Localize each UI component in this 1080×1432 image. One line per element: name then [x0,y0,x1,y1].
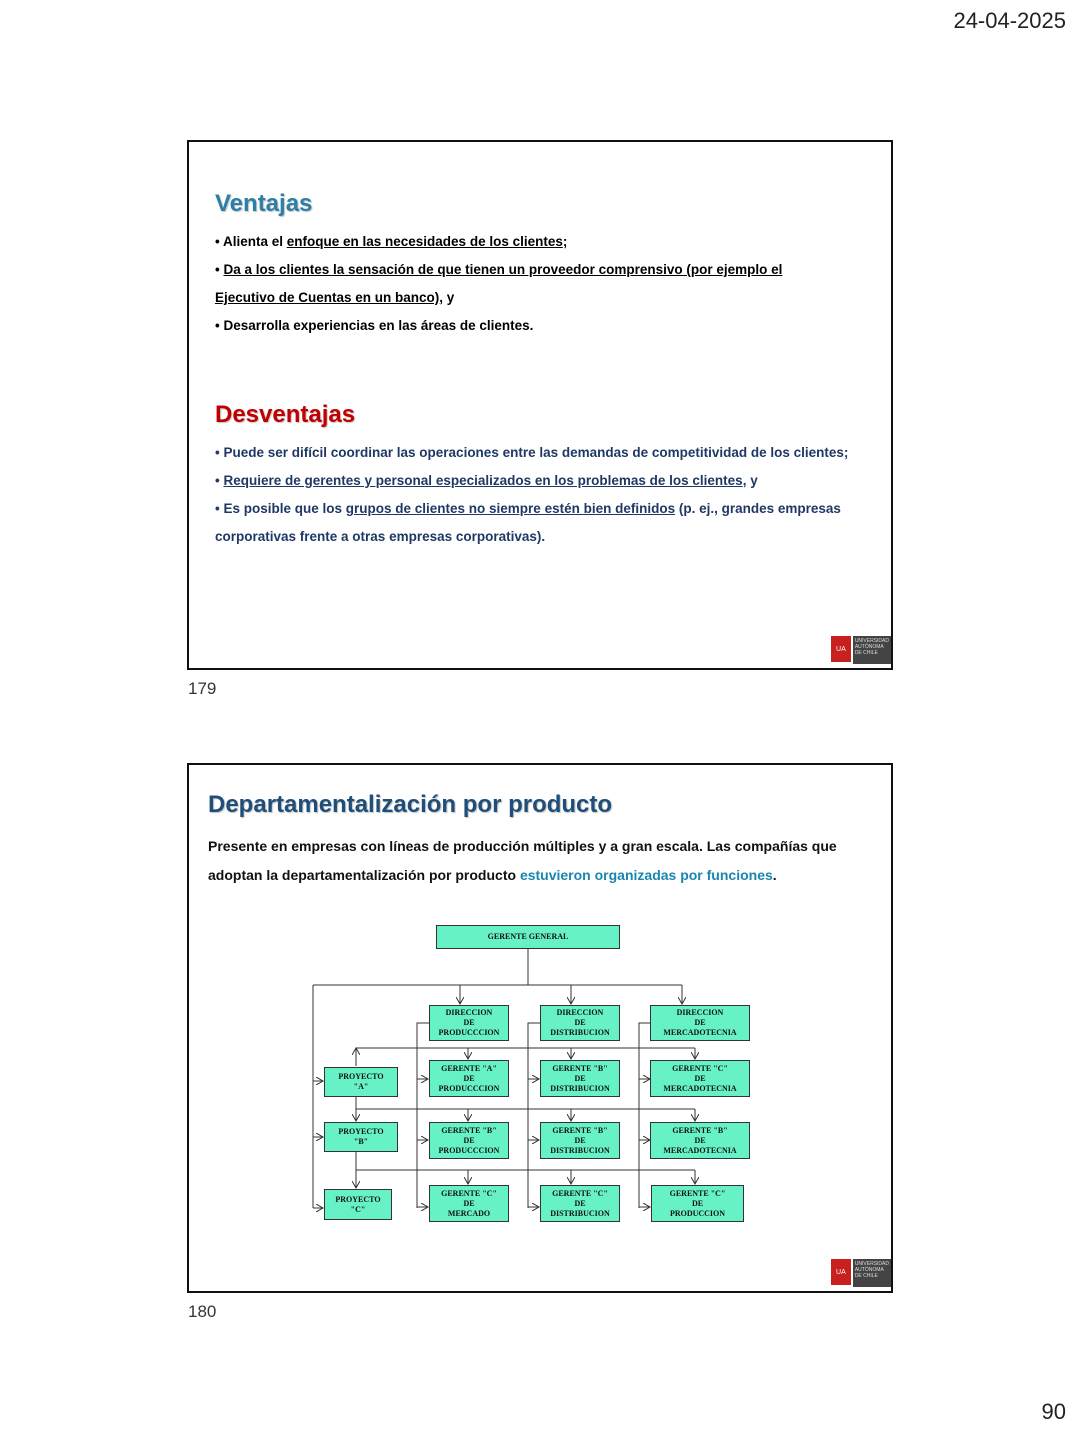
ventaja-item: • Da a los clientes la sensación de que tienen un proveedor comprensivo (por ejemplo el Ejecutivo de Cuentas en un banco), y [215,262,783,305]
box-direccion-mercadotecnia: DIRECCION DE MERCADOTECNIA [650,1005,750,1041]
slide-title: Departamentalización por producto [208,791,613,818]
box-proyecto-b: PROYECTO "B" [324,1122,398,1152]
box-gerente: GERENTE "B" DE DISTRIBUCION [540,1060,620,1097]
box-gerente: GERENTE "B" DE PRODUCCCION [429,1122,509,1159]
box-gerente: GERENTE "C" DE MERCADO [429,1185,509,1222]
box-gerente-general: GERENTE GENERAL [436,925,620,949]
slide-number: 180 [188,1302,217,1321]
box-gerente: GERENTE "C" DE MERCADOTECNIA [650,1060,750,1097]
ventajas-title: Ventajas [215,190,313,217]
box-gerente: GERENTE "A" DE PRODUCCCION [429,1060,509,1097]
box-gerente: GERENTE "B" DE MERCADOTECNIA [650,1122,750,1159]
desventajas-title: Desventajas [215,401,356,428]
desventaja-item: • Puede ser difícil coordinar las operaciones entre las demandas de competitividad de los clientes; [215,445,849,460]
box-gerente: GERENTE "C" DE PRODUCCION [651,1185,744,1222]
box-direccion-produccion: DIRECCION DE PRODUCCCION [429,1005,509,1041]
box-proyecto-a: PROYECTO "A" [324,1067,398,1097]
box-gerente: GERENTE "C" DE DISTRIBUCION [540,1185,620,1222]
slide-body: Presente en empresas con líneas de producción múltiples y a gran escala. Las compañías que adoptan la departamentalización por producto estuvieron organizadas por funciones. [208,838,837,883]
print-date: 24-04-2025 [953,8,1066,33]
box-direccion-distribucion: DIRECCION DE DISTRIBUCION [540,1005,620,1041]
page-number: 90 [1041,1399,1066,1424]
ventaja-item: • Alienta el enfoque en las necesidades de los clientes; [215,234,568,249]
desventaja-item: • Es posible que los grupos de clientes no siempre estén bien definidos (p. ej., grandes empresas corporativas frente a otras empresas corporativas). [215,501,841,544]
ventaja-item: • Desarrolla experiencias en las áreas de clientes. [215,318,534,333]
box-gerente: GERENTE "B" DE DISTRIBUCION [540,1122,620,1159]
university-logo: UA UNIVERSIDAD AUTÓNOMA DE CHILE [829,634,891,668]
box-proyecto-c: PROYECTO "C" [324,1189,392,1220]
slide-number: 179 [188,679,217,698]
university-logo: UA UNIVERSIDAD AUTÓNOMA DE CHILE [829,1257,891,1291]
desventaja-item: • Requiere de gerentes y personal especializados en los problemas de los clientes, y [215,473,758,488]
